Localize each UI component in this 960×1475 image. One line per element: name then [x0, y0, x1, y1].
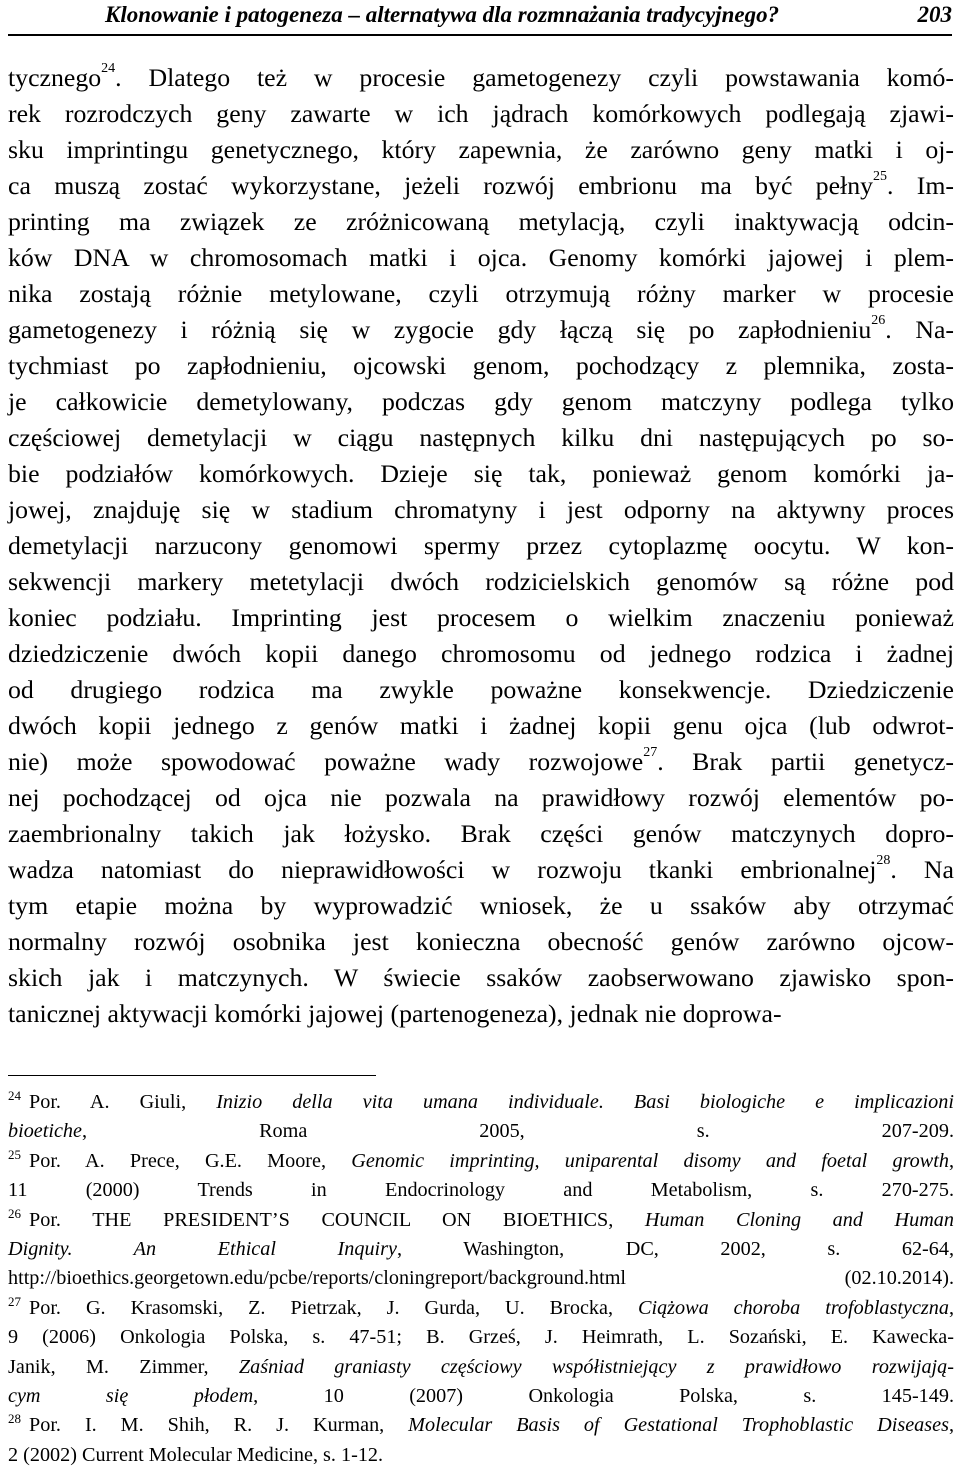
text-run: skich jak i matczynych. W świecie ssaków zaobserwowano zjawisko spon-: [8, 963, 954, 992]
body-line: [8, 96, 954, 132]
text-run: sekwencji markery metetylacji dwóch rodzicielskich genomów są różne pod: [8, 567, 954, 596]
text-run: nie) może spowodować poważne wady rozwojowe: [8, 747, 644, 776]
italic-text: Inizio della vita umana individuale. Basi biologiche e implicazioni: [216, 1091, 954, 1113]
footnote-line: [8, 1117, 954, 1146]
body-line: [8, 564, 954, 600]
footnote-ref: 28: [876, 853, 891, 869]
body-line: [8, 888, 954, 924]
text-run: ,: [948, 1149, 954, 1172]
footnote-line: [8, 1264, 954, 1293]
text-run: Janik, M. Zimmer,: [8, 1355, 239, 1378]
footnote-number: 26: [8, 1205, 21, 1221]
body-line: [8, 708, 954, 744]
text-run: 2 (2002) Current Molecular Medicine, s. 1-12.: [8, 1443, 384, 1466]
running-title: Klonowanie i patogeneza – alternatywa dla rozmnażania tradycyjnego?: [105, 2, 780, 27]
text-run: Por. A. Giuli,: [29, 1091, 217, 1113]
body-line: [8, 528, 954, 564]
text-run: zaembrionalny takich jak łożysko. Brak części genów matczynych dopro-: [8, 819, 954, 848]
body-line: [8, 600, 954, 636]
body-line: [8, 636, 954, 672]
text-run: , Washington, DC, 2002, s. 62-64,: [396, 1237, 954, 1260]
text-run: demetylacji narzucony genomowi spermy przez cytoplazmę oocytu. W kon-: [8, 531, 954, 560]
body-line: [8, 996, 954, 1032]
text-run: wadza natomiast do nieprawidłowości w rozwoju tkanki embrionalnej: [8, 855, 877, 884]
header-rule: [8, 34, 952, 36]
text-run: printing ma związek ze zróżnicowaną metylacją, czyli inaktywacją odcin-: [8, 207, 954, 236]
text-run: rek rozrodczych geny zawarte w ich jądrach komórkowych podlegają zjawi-: [8, 99, 954, 128]
text-run: tym etapie można by wyprowadzić wniosek, że u ssaków aby otrzymać: [8, 891, 954, 920]
body-line: [8, 852, 954, 888]
text-run: gametogenezy i różnią się w zygocie gdy łączą się po zapłodnieniu: [8, 315, 872, 344]
text-run: Por. G. Krasomski, Z. Pietrzak, J. Gurda, U. Brocka,: [29, 1296, 639, 1319]
text-run: ,: [948, 1414, 954, 1437]
footnote-line: [8, 1353, 954, 1382]
text-run: tychmiast po zapłodnieniu, ojcowski genom, pochodzący z plemnika, zosta-: [8, 351, 954, 380]
footnote-number: 27: [8, 1293, 21, 1309]
text-run: , Roma 2005, s. 207-209.: [82, 1120, 954, 1143]
text-run: . Im-: [887, 171, 954, 200]
body-line: [8, 780, 954, 816]
body-line: [8, 456, 954, 492]
footnote-ref: 26: [871, 313, 886, 329]
footnote-line: [8, 1206, 954, 1235]
footnote-number: 28: [8, 1411, 21, 1427]
body-line: [8, 204, 954, 240]
footnote-line: [8, 1294, 954, 1323]
body-line: [8, 420, 954, 456]
text-run: normalny rozwój osobnika jest konieczna obecność genów zarówno ojcow-: [8, 927, 954, 956]
text-run: . Na: [890, 855, 954, 884]
body-line: [8, 816, 954, 852]
italic-text: Genomic imprinting, uniparental disomy and foetal growth: [351, 1149, 949, 1172]
footnote-line: [8, 1411, 954, 1440]
text-run: bie podziałów komórkowych. Dzieje się tak, ponieważ genom komórki ja-: [8, 459, 954, 488]
text-run: nej pochodzącej od ojca nie pozwala na prawidłowy rozwój elementów po-: [8, 783, 954, 812]
text-run: . Na-: [885, 315, 954, 344]
italic-text: bioetiche: [8, 1120, 82, 1143]
text-run: Por. A. Prece, G.E. Moore,: [29, 1149, 352, 1172]
body-line: [8, 492, 954, 528]
footnote-line: [8, 1088, 954, 1117]
footnotes: [8, 1088, 954, 1470]
page-number: 203: [917, 2, 952, 27]
body-line: [8, 384, 954, 420]
text-run: tanicznej aktywacji komórki jajowej (partenogeneza), jednak nie doprowa-: [8, 999, 782, 1028]
text-run: http://bioethics.georgetown.edu/pcbe/reports/cloningreport/background.html (02.10.2014).: [8, 1267, 954, 1290]
footnote-line: [8, 1176, 954, 1205]
body-line: [8, 744, 954, 780]
body-paragraph: [8, 60, 954, 1032]
italic-text: Human Cloning and Human: [644, 1208, 954, 1231]
body-line: [8, 168, 954, 204]
text-run: dwóch kopii jednego z genów matki i żadnej kopii genu ojca (lub odwrot-: [8, 711, 954, 740]
text-run: 11 (2000) Trends in Endocrinology and Metabolism, s. 270-275.: [8, 1179, 954, 1202]
italic-text: cym się płodem: [8, 1384, 254, 1407]
footnote-line: [8, 1323, 954, 1352]
body-line: [8, 60, 954, 96]
text-run: . Dlatego też w procesie gametogenezy czyli powstawania komó-: [115, 63, 954, 92]
text-run: koniec podziału. Imprinting jest procesem o wielkim znaczeniu ponieważ: [8, 603, 954, 632]
footnote-line: [8, 1235, 954, 1264]
footnote-line: [8, 1382, 954, 1411]
footnote-separator: [8, 1075, 376, 1076]
text-run: sku imprintingu genetycznego, który zapewnia, że zarówno geny matki i oj-: [8, 135, 954, 164]
text-run: nika zostają różnie metylowane, czyli otrzymują różny marker w procesie: [8, 279, 954, 308]
text-run: 9 (2006) Onkologia Polska, s. 47-51; B. Grześ, J. Heimrath, L. Sozański, E. Kawecka-: [8, 1326, 954, 1349]
body-line: [8, 132, 954, 168]
body-line: [8, 672, 954, 708]
text-run: od drugiego rodzica ma zwykle poważne konsekwencje. Dziedziczenie: [8, 675, 954, 704]
text-run: ca muszą zostać wykorzystane, jeżeli rozwój embrionu ma być pełny: [8, 171, 873, 200]
italic-text: Zaśniad graniasty częściowy współistniejący z prawidłowo rozwijają-: [238, 1355, 954, 1378]
footnote-line: [8, 1441, 954, 1470]
italic-text: Dignity. An Ethical Inquiry: [8, 1237, 397, 1260]
text-run: Por. I. M. Shih, R. J. Kurman,: [29, 1414, 409, 1437]
text-run: Por. THE PRESIDENT’S COUNCIL ON BIOETHICS,: [29, 1208, 645, 1231]
text-run: , 10 (2007) Onkologia Polska, s. 145-149.: [253, 1384, 954, 1407]
footnote-number: 24: [8, 1088, 21, 1103]
footnote-line: [8, 1147, 954, 1176]
italic-text: Molecular Basis of Gestational Trophoblastic Diseases: [408, 1414, 949, 1437]
text-run: dziedziczenie dwóch kopii danego chromosomu od jednego rodzica i żadnej: [8, 639, 954, 668]
body-line: [8, 312, 954, 348]
body-line: [8, 924, 954, 960]
footnote-number: 25: [8, 1146, 21, 1162]
footnote-ref: 25: [873, 169, 887, 185]
body-line: [8, 348, 954, 384]
text-run: je całkowicie demetylowany, podczas gdy genom matczyny podlega tylko: [8, 387, 954, 416]
footnote-ref: 27: [643, 745, 658, 761]
text-run: ,: [948, 1296, 954, 1319]
body-line: [8, 240, 954, 276]
footnote-ref: 24: [101, 61, 116, 77]
text-run: . Brak partii genetycz-: [657, 747, 954, 776]
body-line: [8, 960, 954, 996]
text-run: ków DNA w chromosomach matki i ojca. Genomy komórki jajowej i plem-: [8, 243, 954, 272]
text-run: częściowej demetylacji w ciągu następnych kilku dni następujących po so-: [8, 423, 954, 452]
running-header: [0, 0, 960, 44]
text-run: jowej, znajduję się w stadium chromatyny i jest odporny na aktywny proces: [8, 495, 954, 524]
body-line: [8, 276, 954, 312]
italic-text: Ciążowa choroba trofoblastyczna: [638, 1296, 949, 1319]
text-run: tycznego: [8, 63, 102, 92]
